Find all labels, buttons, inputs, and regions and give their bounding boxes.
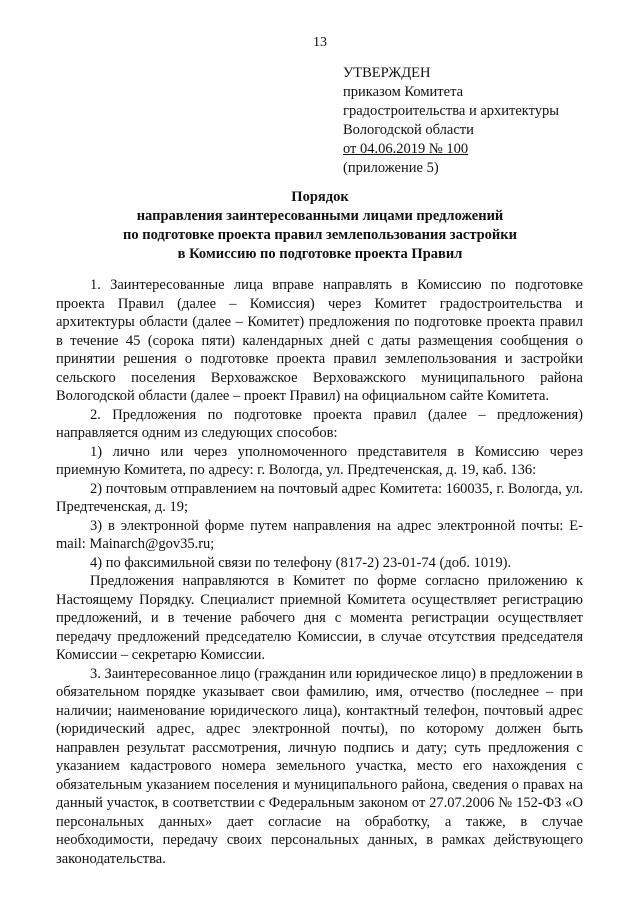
document-title: [40, 188, 600, 264]
approval-by-line-1: приказом Комитета: [343, 84, 464, 100]
page-number: 13: [313, 35, 327, 50]
method-4: 4) по факсимильной связи по телефону (817-2) 23-01-74 (доб. 1019).: [90, 554, 512, 571]
paragraph-3: 3. Заинтересованное лицо (гражданин или юридическое лицо) в предложении в обязательном порядке указывает свои фамилию, имя, отчество (последнее – при наличии; наименование юридического лица), контактный телефон, почтовый адрес (юридический адрес, адрес электронной почты), по которому должен быть направлен результат рассмотрения, личную подпись и дату; суть предложения с указанием кадастрового номера земельного участка, место его нахождения с обязательным указанием поселения и муниципального района, сведения о правах на данный участок, в соответствии с Федеральным законом от 27.07.2006 № 152-ФЗ «О персональных данных» дает согласие на обработку, а также, в случае необходимости, передачу своих персональных данных, в рамках действующего законодательства.: [56, 665, 583, 867]
document-body: [56, 276, 583, 868]
approval-stamp: [343, 64, 623, 178]
title-line-3: по подготовке проекта правил землепользования застройки: [123, 227, 517, 243]
paragraph-1: 1. Заинтересованные лица вправе направлять в Комиссию по подготовке проекта Правил (далее – Комиссия) через Комитет градостроительства и архитектуры области (далее – Комитет) предложения по подготовке проекта правил в течение 45 (сорока пяти) календарных дней с даты размещения сообщения о принятии решения о подготовке проекта правил землепользования и застройки сельского поселения Верховажское Верховажского муниципального района Вологодской области (далее – проект Правил) на официальном сайте Комитета.: [56, 277, 583, 404]
method-3: 3) в электронной форме путем направления на адрес электронной почты: E-mail: Mainarch@gov35.ru;: [56, 517, 583, 552]
title-line-4: в Комиссию по подготовке проекта Правил: [177, 246, 463, 262]
approval-by-line-2: градостроительства и архитектуры: [343, 103, 560, 119]
approval-status: УТВЕРЖДЕН: [343, 65, 431, 81]
approval-date-number: от 04.06.2019 № 100: [343, 141, 469, 157]
title-line-2: направления заинтересованными лицами предложений: [136, 208, 504, 224]
title-line-1: Порядок: [291, 189, 349, 205]
approval-by-line-3: Вологодской области: [343, 122, 474, 138]
paragraph-submission: Предложения направляются в Комитет по форме согласно приложению к Настоящему Порядку. Специалист приемной Комитета осуществляет регистрацию предложений, и в течение рабочего дня с момента регистрации осуществляет передачу предложений председателю Комиссии, в случае отсутствия председателя Комиссии – секретарю Комиссии.: [56, 573, 583, 663]
method-2: 2) почтовым отправлением на почтовый адрес Комитета: 160035, г. Вологда, ул. Предтеченская, д. 19;: [56, 480, 583, 515]
approval-attachment: (приложение 5): [343, 160, 439, 176]
method-1: 1) лично или через уполномоченного представителя в Комиссию через приемную Комитета, по адресу: г. Вологда, ул. Предтеченская, д. 19, каб. 136:: [56, 443, 583, 478]
paragraph-2: 2. Предложения по подготовке проекта правил (далее – предложения) направляется одним из следующих способов:: [56, 406, 583, 441]
